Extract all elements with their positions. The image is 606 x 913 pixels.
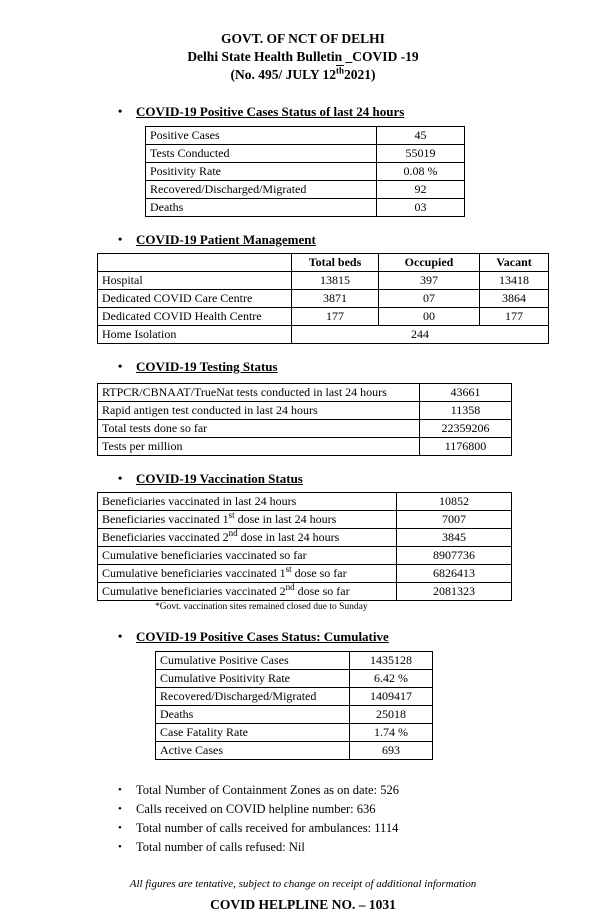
row-label: Cumulative beneficiaries vaccinated so far: [98, 547, 397, 565]
bullet-icon: •: [118, 232, 123, 246]
row-value: 6826413: [397, 565, 512, 583]
summary-bullet-list: [118, 781, 606, 857]
table-row: [98, 565, 512, 583]
table-row: [98, 290, 549, 308]
bullet-icon: •: [118, 359, 123, 373]
row-value: 10852: [397, 493, 512, 511]
row-label: Deaths: [146, 199, 377, 217]
bullet-icon: •: [118, 629, 123, 643]
row-value: 0.08 %: [377, 163, 465, 181]
table-row: [146, 181, 465, 199]
table-row: [156, 688, 433, 706]
row-label: Beneficiaries vaccinated 2nd dose in last 24 hours: [98, 529, 397, 547]
table-row: [156, 670, 433, 688]
bullet-icon: •: [118, 784, 122, 796]
helpline-number: COVID HELPLINE NO. – 1031: [210, 897, 396, 912]
bulletin-title: Delhi State Health Bulletin _COVID -19: [187, 49, 419, 64]
list-item-text: Total Number of Containment Zones as on date: 526: [136, 783, 399, 797]
table-row: [98, 402, 512, 420]
row-value-merged: 244: [292, 326, 549, 344]
row-label: Positive Cases: [146, 127, 377, 145]
col-header-vacant: Vacant: [480, 254, 549, 272]
vaccination-status-table: [97, 492, 512, 601]
col-header-total-beds: Total beds: [292, 254, 379, 272]
list-item: [118, 838, 606, 857]
disclaimer-text: All figures are tentative, subject to change on receipt of additional information: [129, 878, 477, 890]
row-label: Recovered/Discharged/Migrated: [156, 688, 350, 706]
row-label: Rapid antigen test conducted in last 24 hours: [98, 402, 420, 420]
row-value: 55019: [377, 145, 465, 163]
table-row: [98, 438, 512, 456]
cumulative-status-table: [155, 651, 433, 760]
table-row: [98, 493, 512, 511]
table-row: [146, 199, 465, 217]
section-heading-positive-cases-24h: • COVID-19 Positive Cases Status of last 24 hours: [118, 104, 405, 119]
row-label: Cumulative Positivity Rate: [156, 670, 350, 688]
row-label: RTPCR/CBNAAT/TrueNat tests conducted in last 24 hours: [98, 384, 420, 402]
table-row: [156, 724, 433, 742]
bullet-icon: •: [118, 803, 122, 815]
row-label: Cumulative beneficiaries vaccinated 1st dose so far: [98, 565, 397, 583]
row-label: Hospital: [98, 272, 292, 290]
row-occupied: 397: [379, 272, 480, 290]
row-label: Cumulative Positive Cases: [156, 652, 350, 670]
row-value: 693: [350, 742, 433, 760]
row-label: Beneficiaries vaccinated in last 24 hours: [98, 493, 397, 511]
table-row: [156, 652, 433, 670]
row-vacant: 13418: [480, 272, 549, 290]
table-row: [156, 742, 433, 760]
table-row: [146, 145, 465, 163]
positive-cases-24h-table: [145, 126, 465, 217]
bullet-icon: •: [118, 841, 122, 853]
patient-management-table: [97, 253, 549, 344]
row-label: Total tests done so far: [98, 420, 420, 438]
row-label: Cumulative beneficiaries vaccinated 2nd dose so far: [98, 583, 397, 601]
table-row: [98, 511, 512, 529]
row-value: 3845: [397, 529, 512, 547]
row-label: Dedicated COVID Care Centre: [98, 290, 292, 308]
section-heading-vaccination-status: • COVID-19 Vaccination Status: [118, 471, 303, 486]
bullet-icon: •: [118, 104, 123, 118]
table-row: [98, 547, 512, 565]
row-value: 1435128: [350, 652, 433, 670]
table-row: [156, 706, 433, 724]
row-label: Positivity Rate: [146, 163, 377, 181]
table-row: [98, 420, 512, 438]
table-row-home-isolation: [98, 326, 549, 344]
list-item: [118, 819, 606, 838]
row-value: 92: [377, 181, 465, 199]
table-row: [146, 127, 465, 145]
row-label: Case Fatality Rate: [156, 724, 350, 742]
row-label: Recovered/Discharged/Migrated: [146, 181, 377, 199]
list-item: [118, 800, 606, 819]
row-occupied: 00: [379, 308, 480, 326]
row-value: 6.42 %: [350, 670, 433, 688]
list-item-text: Total number of calls refused: Nil: [136, 840, 305, 854]
row-occupied: 07: [379, 290, 480, 308]
table-row: [98, 529, 512, 547]
vaccination-footnote: *Govt. vaccination sites remained closed due to Sunday: [155, 602, 368, 612]
row-value: 45: [377, 127, 465, 145]
row-total-beds: 177: [292, 308, 379, 326]
col-header-occupied: Occupied: [379, 254, 480, 272]
section-heading-testing-status: • COVID-19 Testing Status: [118, 359, 278, 374]
row-vacant: 3864: [480, 290, 549, 308]
document-header: [0, 0, 606, 84]
table-header-row: [98, 254, 549, 272]
table-row: [98, 583, 512, 601]
list-item-text: Calls received on COVID helpline number: 636: [136, 802, 376, 816]
row-value: 03: [377, 199, 465, 217]
section-heading-patient-management: • COVID-19 Patient Management: [118, 232, 316, 247]
row-value: 22359206: [420, 420, 512, 438]
row-label: Active Cases: [156, 742, 350, 760]
row-total-beds: 13815: [292, 272, 379, 290]
table-row: [98, 272, 549, 290]
row-value: 11358: [420, 402, 512, 420]
col-header-empty: [98, 254, 292, 272]
govt-title: GOVT. OF NCT OF DELHI: [221, 31, 385, 46]
row-label: Beneficiaries vaccinated 1st dose in last 24 hours: [98, 511, 397, 529]
bulletin-number: (No. 495/ JULY 12th2021): [230, 65, 376, 82]
row-value: 43661: [420, 384, 512, 402]
row-value: 7007: [397, 511, 512, 529]
row-value: 25018: [350, 706, 433, 724]
row-value: 1.74 %: [350, 724, 433, 742]
row-value: 1176800: [420, 438, 512, 456]
row-total-beds: 3871: [292, 290, 379, 308]
list-item: [118, 781, 606, 800]
table-row: [98, 308, 549, 326]
list-item-text: Total number of calls received for ambulances: 1114: [136, 821, 399, 835]
row-value: 2081323: [397, 583, 512, 601]
bullet-icon: •: [118, 822, 122, 834]
row-label: Tests per million: [98, 438, 420, 456]
row-value: 1409417: [350, 688, 433, 706]
bullet-icon: •: [118, 471, 123, 485]
table-row: [98, 384, 512, 402]
row-label: Home Isolation: [98, 326, 292, 344]
section-heading-cumulative-status: • COVID-19 Positive Cases Status: Cumulative: [118, 629, 389, 644]
row-label: Dedicated COVID Health Centre: [98, 308, 292, 326]
row-vacant: 177: [480, 308, 549, 326]
date-ordinal-superscript: th: [336, 65, 345, 76]
table-row: [146, 163, 465, 181]
row-label: Tests Conducted: [146, 145, 377, 163]
row-value: 8907736: [397, 547, 512, 565]
row-label: Deaths: [156, 706, 350, 724]
testing-status-table: [97, 383, 512, 456]
